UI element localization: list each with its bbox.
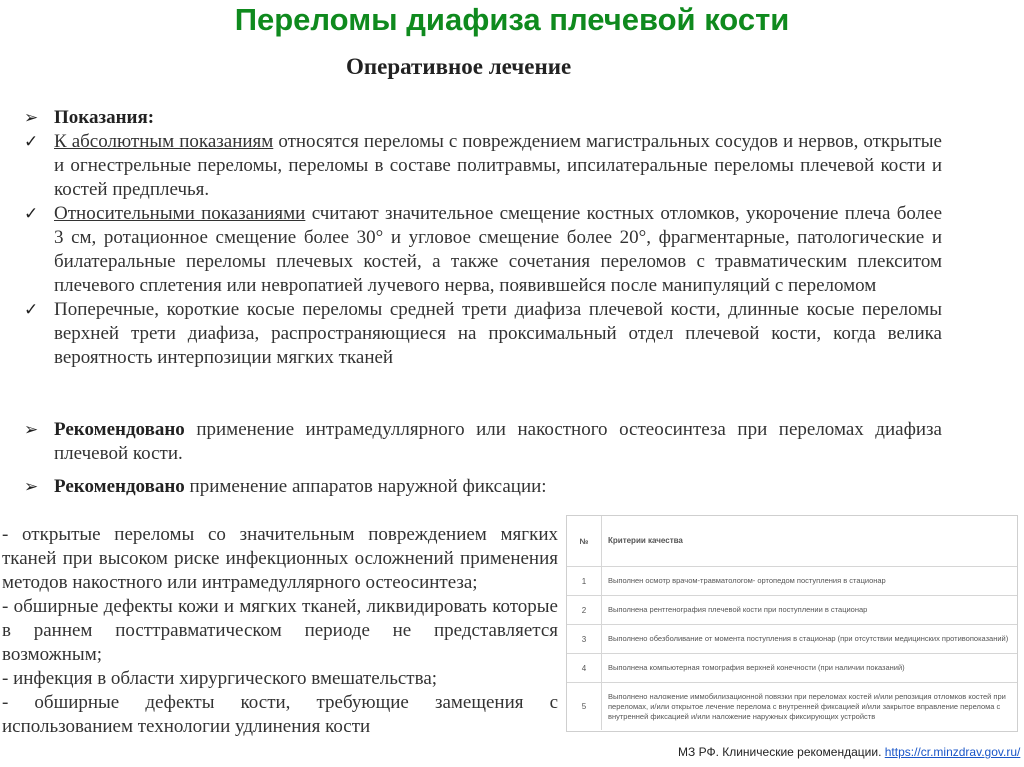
- recommendation-label: Рекомендовано: [54, 419, 185, 440]
- external-fixation-list: [2, 523, 558, 739]
- list-item: - обширные дефекты кости, требующие замещения с использованием технологии удлинения кости: [2, 692, 558, 737]
- recommendation-row: [24, 418, 942, 466]
- relative-indications-text: [54, 202, 942, 298]
- indications-heading-row: [24, 106, 942, 130]
- list-item: - открытые переломы со значительным повреждением мягких тканей при высоком риске инфекционных осложнений применения методов накостного или интрамедуллярного остеосинтеза;: [2, 524, 558, 593]
- recommendation-text: [54, 475, 558, 499]
- recommendation-label: Рекомендовано: [54, 476, 185, 497]
- page-title: Переломы диафиза плечевой кости: [234, 2, 790, 37]
- table-cell-num: 4: [567, 654, 602, 682]
- source-text: МЗ РФ. Клинические рекомендации.: [678, 745, 885, 759]
- recommendation-osteosynthesis: [24, 418, 942, 466]
- list-item: - обширные дефекты кожи и мягких тканей, ликвидировать которые в раннем посттравматическом периоде не представляется возможным;: [2, 596, 558, 665]
- table-cell-text: Выполнена рентгенография плечевой кости при поступлении в стационар: [608, 605, 868, 614]
- absolute-indications-text: [54, 130, 942, 202]
- check-bullet-icon: ✓: [24, 300, 39, 319]
- check-bullet-icon: ✓: [24, 204, 39, 223]
- table-cell-num: 1: [567, 567, 602, 595]
- table-cell-num: 5: [567, 683, 602, 730]
- table-row: [567, 596, 1017, 625]
- list-item: - инфекция в области хирургического вмешательства;: [2, 668, 438, 689]
- table-cell-num: 3: [567, 625, 602, 653]
- fracture-types-text: Поперечные, короткие косые переломы средней трети диафиза плечевой кости, длинные косые переломы верхней трети диафиза, распространяющиеся на проксимальный отдел плечевой кости, когда велика вероятность интерпозиции мягких тканей: [54, 299, 942, 368]
- recommendation-external-fixation: [24, 475, 558, 499]
- table-cell-text: Выполнен осмотр врачом-травматологом- ортопедом поступления в стационар: [608, 576, 886, 585]
- list-item: [24, 298, 942, 370]
- table-header-num: №: [567, 516, 602, 566]
- table-cell-text: Выполнено обезболивание от момента поступления в стационар (при отсутствии медицинских противопоказаний): [608, 634, 1009, 643]
- absolute-indications-label: К абсолютным показаниям: [54, 131, 274, 152]
- table-row: [567, 654, 1017, 683]
- check-bullet-icon: ✓: [24, 132, 39, 151]
- indications-section: [24, 106, 942, 370]
- table-header-criteria: Критерии качества: [608, 536, 683, 545]
- absolute-indications-body: относятся переломы с повреждением магистральных сосудов и нервов, открытые и огнестрельные переломы, переломы в составе политравмы, ипсилатеральные переломы плечевой кости и костей предплечья.: [54, 131, 942, 200]
- recommendation-row: [24, 475, 558, 499]
- quality-criteria-table: [566, 515, 1018, 732]
- recommendation-body: применение интрамедуллярного или накостного остеосинтеза при переломах диафиза плечевой кости.: [54, 419, 942, 464]
- table-cell-text: Выполнено наложение иммобилизационной повязки при переломах костей и/или репозиция отломков костей при переломах, и/или открытое лечение перелома с внутренней фиксацией и/или закрытое вправление перелома с внутренней фиксацией и/или наложение наружных фиксирующих устройств: [608, 691, 1006, 721]
- arrow-bullet-icon: ➢: [24, 108, 39, 127]
- arrow-bullet-icon: ➢: [24, 477, 39, 496]
- list-item: [24, 130, 942, 202]
- table-cell-num: 2: [567, 596, 602, 624]
- arrow-bullet-icon: ➢: [24, 420, 39, 439]
- section-subtitle: Оперативное лечение: [346, 54, 572, 79]
- indications-heading: Показания:: [54, 107, 155, 128]
- table-cell-text: Выполнена компьютерная томография верхней конечности (при наличии показаний): [608, 663, 905, 672]
- recommendation-body: применение аппаратов наружной фиксации:: [184, 476, 547, 497]
- table-header-row: [567, 516, 1017, 567]
- source-link[interactable]: https://cr.minzdrav.gov.ru/: [884, 745, 1021, 759]
- table-row: [567, 625, 1017, 654]
- relative-indications-body: считают значительное смещение костных отломков, укорочение плеча более 3 см, ротационное смещение более 30° и угловое смещение более 20°, фрагментарные, патологические и билатеральные переломы плечевых костей, а также сочетания переломов с травматическим плекситом плечевого сплетения или невропатией лучевого нерва, появившейся после манипуляций с переломом: [54, 203, 942, 296]
- recommendation-text: [54, 418, 942, 466]
- relative-indications-label: Относительными показаниями: [54, 203, 306, 224]
- source-footer: [678, 745, 1020, 759]
- table-row: [567, 683, 1017, 730]
- list-item: [24, 202, 942, 298]
- table-row: [567, 567, 1017, 596]
